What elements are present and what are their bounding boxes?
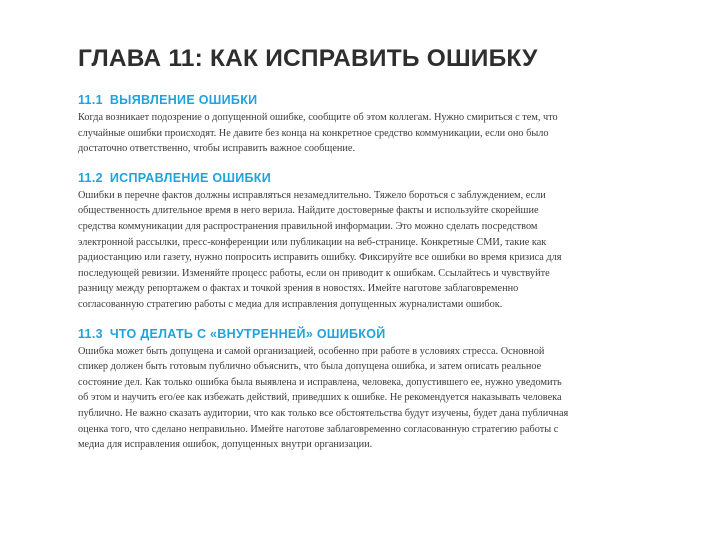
section-heading	[78, 92, 638, 108]
section-paragraph	[78, 188, 638, 313]
section-11-2	[78, 170, 638, 313]
section-heading	[78, 326, 638, 342]
section-11-3	[78, 326, 638, 453]
paragraph-line: Когда возникает подозрение о допущенной ошибке, сообщите об этом коллегам. Нужно смириться с тем, что	[78, 112, 558, 123]
section-heading	[78, 170, 638, 186]
paragraph-line: разницу между репортажем о фактах и точкой зрения в новостях. Имейте наготове заблаговременно	[78, 283, 519, 295]
paragraph-line: последующей ревизии. Изменяйте процесс работы, если он приводит к ошибкам. Ссылайтесь и чувствуйте	[78, 267, 550, 279]
paragraph-line: общественность длительное время в него верила. Найдите достоверные факты и используйте скорейшие	[78, 205, 539, 217]
paragraph-line: согласованную стратегию работы с медиа для исправления допущенных журналистами ошибок.	[78, 298, 503, 310]
section-title: ВЫЯВЛЕНИЕ ОШИБКИ	[109, 93, 258, 107]
paragraph-line: случайные ошибки происходят. Не давите без конца на конкретное средство коммуникации, если оно было	[78, 127, 549, 139]
paragraph-line: электронной рассылки, пресс-конференции или публикации на веб-странице. Конкретные СМИ, такие как	[78, 236, 547, 248]
chapter-title	[78, 44, 638, 74]
paragraph-line: радиостанцию или газету, нужно попросить исправить ошибку. Фиксируйте все ошибки во время кризиса для	[78, 252, 562, 264]
document-page	[78, 44, 638, 466]
chapter-title-number: ГЛАВА 11:	[78, 45, 203, 72]
paragraph-line: об этом и научить его/ее как избежать действий, приведших к ошибке. Не рекомендуется наказывать человека	[78, 392, 562, 404]
paragraph-line: Ошибка может быть допущена и самой организацией, особенно при работе в условиях стресса. Основной	[78, 345, 545, 357]
paragraph-line: спикер должен быть готовым публично объяснить, что была допущена ошибка, и затем описать реальное	[78, 361, 542, 373]
section-11-1	[78, 92, 638, 157]
section-paragraph	[78, 110, 638, 157]
section-number: 11.1	[78, 93, 103, 107]
section-number: 11.2	[78, 170, 103, 185]
paragraph-line: состояние дел. Как только ошибка была выявлена и исправлена, человека, допустившего ее, нужно уведомить	[78, 376, 562, 388]
chapter-title-text: КАК ИСПРАВИТЬ ОШИБКУ	[203, 45, 538, 72]
paragraph-line: публично. Не важно сказать аудитории, что как только все обстоятельства будут изучены, будет дана публичная	[78, 407, 569, 419]
paragraph-line: достаточно ответственно, чтобы исправить важное сообщение.	[78, 143, 356, 155]
paragraph-line: Ошибки в перечне фактов должны исправляться незамедлительно. Тяжело бороться с заблуждением, если	[78, 189, 546, 201]
paragraph-line: оценка того, что сделано неправильно. Имейте наготове заблаговременно согласованную стратегию работы с	[78, 423, 559, 435]
section-title: ЧТО ДЕЛАТЬ С «ВНУТРЕННЕЙ» ОШИБКОЙ	[109, 326, 386, 341]
section-number: 11.3	[78, 326, 103, 341]
paragraph-line: медиа для исправления ошибок, допущенных внутри организации.	[78, 439, 373, 451]
paragraph-line: средства коммуникации для распространения правильной информации. Это можно сделать посредством	[78, 220, 538, 232]
section-paragraph	[78, 344, 638, 453]
section-title: ИСПРАВЛЕНИЕ ОШИБКИ	[109, 170, 272, 185]
